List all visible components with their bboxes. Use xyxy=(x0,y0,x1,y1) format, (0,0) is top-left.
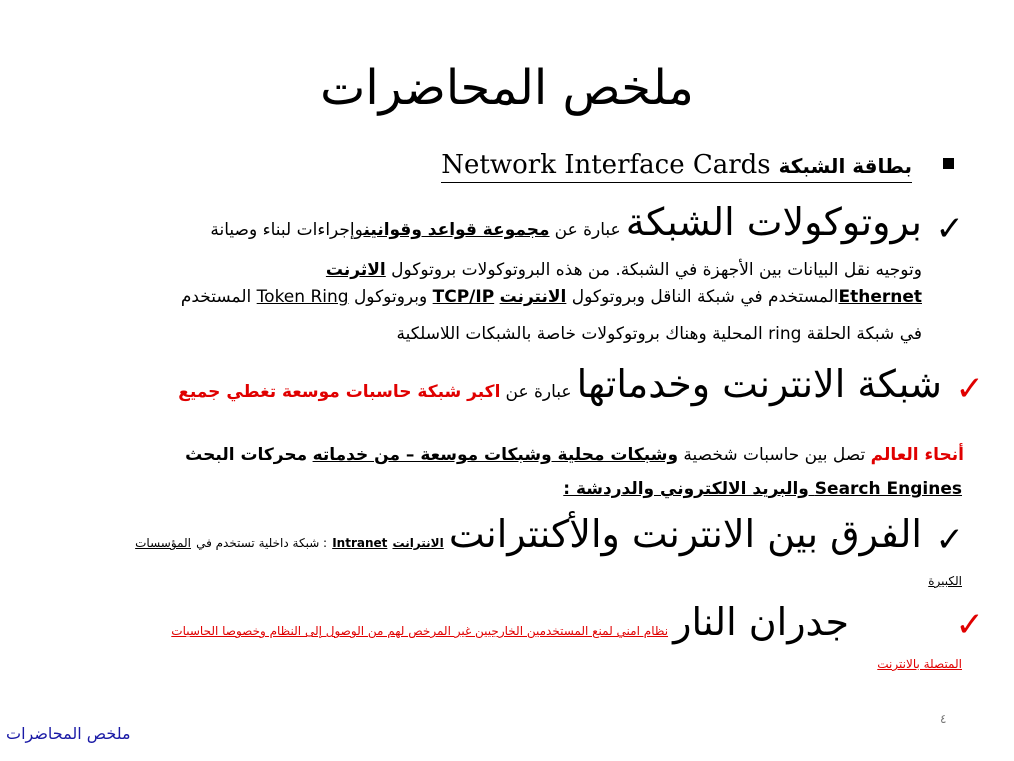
firewall-line-1 xyxy=(171,600,849,644)
protocols-text-3b: المستخدم في شبكة الناقل وبروتوكول xyxy=(571,287,839,307)
protocols-text-3e: وبروتوكول xyxy=(353,287,428,307)
nic-english: Network Interface Cards xyxy=(441,150,771,180)
protocols-text-1c: وإجراءات لبناء وصيانة xyxy=(210,220,364,240)
intranet-line-2: الكبيرة xyxy=(928,574,962,588)
intranet-text-1d: المؤسسات xyxy=(135,536,191,550)
protocols-text-2b: الاثرنت xyxy=(325,260,386,280)
internet-text-2c: وشبكات محلية وشبكات موسعة – من خدماته xyxy=(312,445,679,465)
intranet-text-1c: : شبكة داخلية تستخدم في xyxy=(196,536,328,550)
internet-text-2a: أنحاء العالم xyxy=(870,445,964,465)
nic-arabic: بطاقة الشبكة xyxy=(778,154,912,178)
intranet-heading: الفرق بين الانترنت والأكنترانت xyxy=(448,512,922,556)
protocols-line-3 xyxy=(181,287,922,307)
protocols-internet: الانترنت xyxy=(499,287,567,307)
internet-text-2b: تصل بين حاسبات شخصية xyxy=(683,445,866,465)
square-bullet-icon xyxy=(943,158,954,169)
protocols-tcpip: TCP/IP xyxy=(432,287,495,307)
internet-text-1b: اكبر شبكة حاسبات موسعة تغطي جميع xyxy=(178,382,501,402)
internet-line-1 xyxy=(178,362,942,406)
protocols-line-1 xyxy=(210,200,922,244)
page-number: ٤ xyxy=(940,712,947,726)
protocols-heading: بروتوكولات الشبكة xyxy=(625,200,922,244)
nic-heading xyxy=(441,150,912,183)
checkmark-icon: ✓ xyxy=(955,369,984,409)
firewall-heading: جدران النار xyxy=(673,600,849,644)
checkmark-icon: ✓ xyxy=(935,209,964,249)
protocols-token-ring: Token Ring xyxy=(256,287,349,307)
firewall-text-1: نظام امني لمنع المستخدمين الخارجيين غير المرخص لهم من الوصول إلى النظام وخصوصا الحاسبات xyxy=(171,624,669,638)
protocols-text-3g: المستخدم xyxy=(180,287,252,307)
checkmark-icon: ✓ xyxy=(955,605,984,645)
firewall-line-2: المتصلة بالانترنت xyxy=(877,657,962,671)
internet-line-2 xyxy=(185,445,964,465)
nic-bullet-line xyxy=(430,150,960,190)
protocols-text-1b: مجموعة قواعد وقوانين xyxy=(363,220,550,240)
internet-text-2d: محركات البحث xyxy=(185,445,308,465)
protocols-text-2: وتوجيه نقل البيانات بين الأجهزة في الشبكة. من هذه البروتوكولات بروتوكول xyxy=(391,260,922,280)
protocols-line-4: في شبكة الحلقة ring المحلية وهناك بروتوكولات خاصة بالشبكات اللاسلكية xyxy=(396,324,922,344)
footer-label: ملخص المحاضرات xyxy=(6,724,131,743)
checkmark-icon: ✓ xyxy=(935,520,964,560)
protocols-line-2 xyxy=(326,260,922,280)
page-title: ملخص المحاضرات xyxy=(320,60,694,116)
protocols-text-1a: عبارة عن xyxy=(554,220,621,240)
intranet-text-1b: Intranet xyxy=(332,536,388,550)
internet-line-3: Search Engines والبريد الالكتروني والدردشة : xyxy=(563,479,962,499)
intranet-text-1a: الانترانت xyxy=(392,536,444,550)
internet-heading: شبكة الانترنت وخدماتها xyxy=(576,362,942,406)
protocols-ethernet: Ethernet xyxy=(838,287,922,307)
internet-text-1a: عبارة عن xyxy=(505,382,572,402)
intranet-line-1 xyxy=(135,512,922,556)
